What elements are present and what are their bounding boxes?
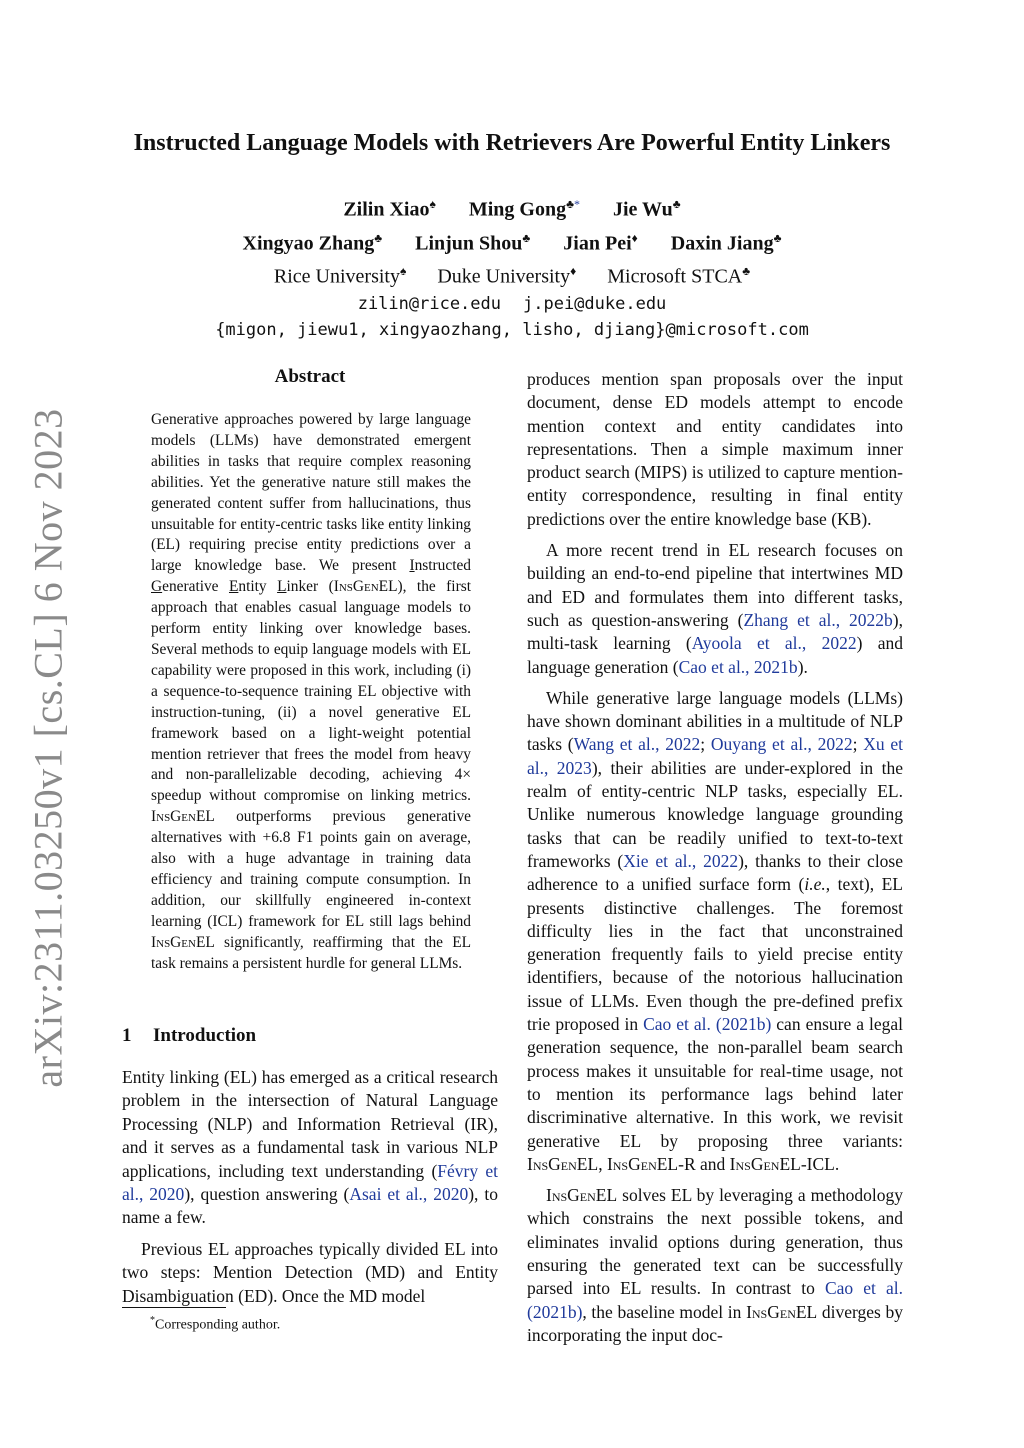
author-name: Jian Pei: [563, 232, 632, 255]
body-text: solves EL by leveraging a methodology which constrains the next possible tokens, and eliminates invalid options during generation, thus ensuring the generated text can be successfully parsed into EL results. In contrast to: [527, 1185, 903, 1299]
citation-link[interactable]: Cao et al. (2021b): [527, 1278, 904, 1322]
affiliation-line: [0, 257, 1024, 291]
model-name: InsGenEL-ICL: [729, 1153, 835, 1174]
paper-title: Instructed Language Models with Retrievers Are Powerful Entity Linkers: [133, 130, 891, 156]
author-block: [0, 190, 1024, 343]
affiliation-mark: ♣: [566, 197, 574, 211]
body-text: ), multi-task learning (: [527, 609, 903, 654]
acronym-letter: E: [228, 578, 239, 596]
body-text: A more recent trend in EL research focuses on building an end-to-end pipeline that intertwines MD and ED and formulates them into different tasks, such as question-answering (: [527, 540, 903, 630]
model-name: InsGenEL: [527, 1153, 599, 1174]
citation-link[interactable]: Asai et al., 2020: [349, 1184, 469, 1205]
author-line-1: [0, 190, 1024, 224]
abstract-text: outperforms previous generative alternatives with +6.8 F1 points gain on average, also with a huge advantage in training data efficiency and training compute consumption. In addition, our skillfully engineered in-context learning (ICL) framework for EL still lags behind: [151, 808, 471, 930]
citation-link[interactable]: Xie et al., 2022: [623, 850, 739, 871]
affiliation-mark: ♠: [399, 264, 407, 279]
body-text: ), thanks to their close adherence to a unified surface form (: [527, 850, 904, 895]
left-column-body: [122, 1066, 498, 1308]
abstract-text: ), the first approach that enables casual language models to perform entity linking over knowledge bases. Several methods to equip language models with EL capability were proposed in this work, including (i) a sequence-to-sequence training EL objective with instruction-tuning, (ii) a novel generative EL framework based on a light-weight potential mention retriever that frees the model from heavy and non-parallelizable decoding, achieving 4× speedup without compromise on linking metrics.: [151, 578, 471, 805]
citation-link[interactable]: Ouyang et al., 2022: [710, 734, 853, 755]
affiliation-mark: ♣: [742, 264, 751, 279]
body-text: ), to name a few.: [122, 1184, 498, 1228]
citation-link[interactable]: Févry et al., 2020: [122, 1160, 498, 1205]
author-name: Zilin Xiao: [343, 198, 430, 221]
affiliation-name: Rice University: [273, 265, 400, 288]
affiliation-name: Microsoft STCA: [607, 265, 743, 288]
body-text: can ensure a legal generation sequence, the non-parallel beam search process makes it unsuitable for real-time usage, not to mention its performance lags behind later discriminative alternative. In this work, we revisit generative EL by proposing three variants:: [527, 1014, 904, 1151]
abstract-text: significantly, reaffirming that the EL task remains a persistent hurdle for general LLMs.: [151, 933, 471, 972]
paragraph: [527, 539, 903, 679]
abstract-text: enerative: [162, 578, 229, 596]
paragraph: [122, 1066, 498, 1230]
footnote-text: Corresponding author.: [155, 1317, 281, 1333]
abstract-text: inker: [286, 578, 319, 596]
paragraph: [527, 687, 903, 1176]
author-name: Ming Gong: [468, 198, 567, 221]
body-text: ).: [797, 656, 808, 677]
body-text: ), question answering (: [184, 1184, 350, 1205]
abstract-text: nstructed: [414, 557, 471, 575]
body-text: , the baseline model in: [582, 1301, 747, 1322]
body-text: Entity linking (EL) has emerged as a critical research problem in the intersection of Natural Language Processing (NLP) and Information Retrieval (IR), and it serves as a fundamental task in various NLP applications, including text understanding (: [122, 1067, 498, 1181]
body-text: i.e.: [804, 874, 826, 895]
model-name: InsGenEL-R: [606, 1153, 696, 1174]
affiliation-mark: ♣: [773, 230, 782, 245]
abstract-heading: Abstract: [274, 366, 346, 387]
affiliation-mark: ♣: [672, 197, 681, 211]
affiliation-mark: ♦: [631, 230, 638, 245]
affiliation-name: Duke University: [437, 265, 571, 288]
email-line-2: [0, 317, 1024, 343]
model-name: InsGenEL: [333, 578, 398, 596]
right-column-body: [527, 368, 903, 1347]
footnote: [150, 1312, 490, 1335]
email: j.pei@duke.edu: [523, 293, 667, 314]
acronym-letter: G: [151, 578, 163, 596]
section-title: Introduction: [153, 1025, 257, 1046]
footnote-mark: *: [150, 1315, 155, 1326]
affiliation-mark: ♣: [522, 230, 531, 245]
footnote-rule: [122, 1307, 226, 1308]
citation-link[interactable]: Zhang et al., 2022b: [743, 609, 893, 630]
author-name: Jie Wu: [612, 198, 673, 221]
email: zilin@rice.edu: [357, 293, 501, 314]
paragraph: [527, 1184, 903, 1347]
citation-link[interactable]: Cao et al. (2021b): [643, 1014, 772, 1035]
citation-link[interactable]: Ayoola et al., 2022: [691, 633, 857, 654]
author-name: Linjun Shou: [415, 232, 523, 255]
body-text: ;: [852, 734, 864, 755]
acronym-letter: I: [409, 557, 415, 575]
author-name: Xingyao Zhang: [242, 232, 375, 255]
citation-link[interactable]: Cao et al., 2021b: [678, 656, 798, 677]
author-name: Daxin Jiang: [670, 232, 774, 255]
abstract-text: Generative approaches powered by large language models (LLMs) have demonstrated emergent abilities in tasks that require complex reasoning abilities. Yet the generative nature still makes the generated content suffer from hallucinations, thus unsuitable for entity-centric tasks like entity linking (EL) requiring precise entity predictions over a large knowledge base. We present: [151, 411, 471, 575]
email-line-1: [0, 291, 1024, 317]
body-text: While generative large language models (LLMs) have shown dominant abilities in a multitude of NLP tasks (: [527, 687, 903, 755]
body-text: ), their abilities are under-explored in the realm of entity-centric NLP tasks, especially EL. Unlike numerous knowledge language grounding tasks that can be readily unified to text-to-text frameworks (: [527, 757, 903, 871]
body-text: diverges by incorporating the input doc-: [527, 1301, 903, 1345]
paragraph: produces mention span proposals over the input document, dense ED models attempt to encode mention context and entity candidates into representations. Then a simple maximum inner product search (MIPS) is utilized to capture mention-entity correspondence, resulting in final entity predictions over the entire knowledge base (KB).: [527, 369, 903, 529]
citation-link[interactable]: Wang et al., 2022: [573, 734, 701, 755]
affiliation-mark: ♣: [374, 230, 383, 245]
body-text: and: [695, 1153, 730, 1174]
section-number: 1: [122, 1025, 132, 1046]
model-name: InsGenEL: [546, 1185, 618, 1206]
body-text: ) and language generation (: [527, 633, 903, 677]
paragraph: Previous EL approaches typically divided EL into two steps: Mention Detection (MD) and Entity Disambiguation (ED). Once the MD model: [122, 1238, 498, 1306]
abstract-text: ntity: [238, 578, 278, 596]
acronym-letter: L: [277, 578, 287, 596]
body-text: , text), EL presents distinctive challenges. The foremost difficulty lies in the fact that unconstrained generation frequently fails to yield precise entity identifiers, because of the notorious hallucination issue of LLMs. Even though the pre-defined prefix trie proposed in: [527, 874, 903, 1035]
body-text: .: [834, 1153, 840, 1174]
affiliation-mark: ♠: [429, 197, 436, 211]
email: {migon, jiewu1, xingyaozhang, lisho, djiang}@microsoft.com: [215, 319, 809, 340]
arxiv-identifier: arXiv:2311.03250v1 [cs.CL] 6 Nov 2023: [25, 407, 71, 1088]
author-line-2: [0, 224, 1024, 258]
citation-link[interactable]: Xu et al., 2023: [527, 734, 903, 778]
body-text: ,: [598, 1153, 607, 1174]
corresponding-mark[interactable]: *: [573, 197, 580, 211]
affiliation-mark: ♦: [570, 264, 577, 279]
model-name: InsGenEL: [746, 1301, 818, 1322]
section-heading-introduction: [122, 1025, 498, 1047]
model-name: InsGenEL: [151, 808, 215, 826]
abstract-text: (: [318, 578, 334, 596]
model-name: InsGenEL: [151, 933, 215, 951]
abstract-body: [151, 410, 471, 974]
body-text: ;: [700, 734, 711, 755]
